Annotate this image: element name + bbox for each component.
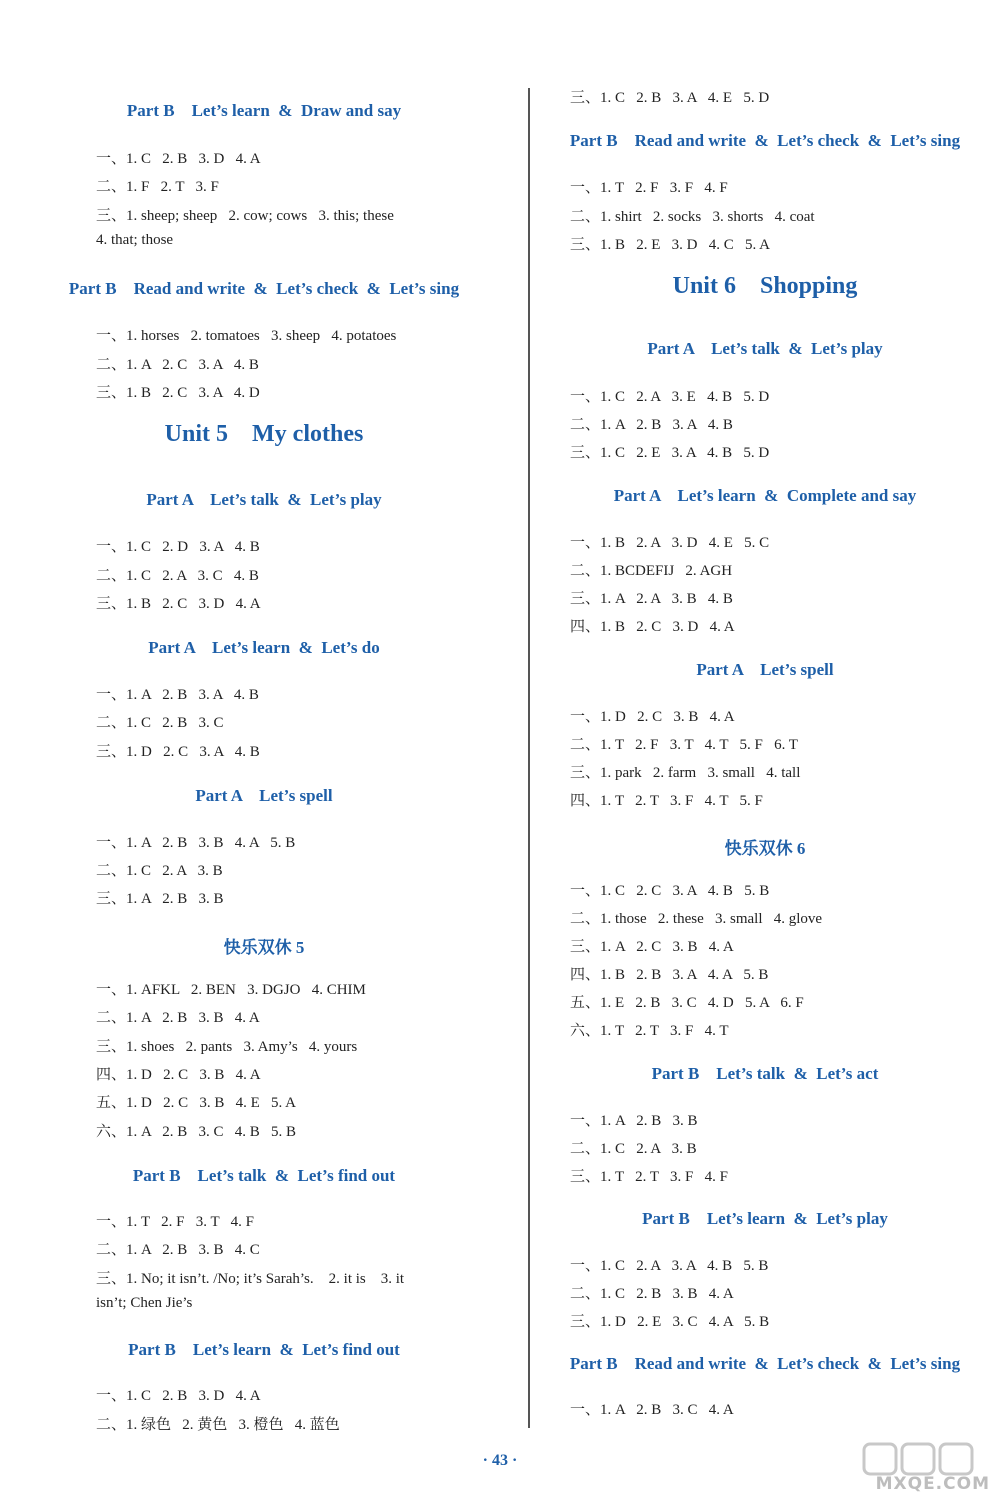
answer-line: 二、1. C 2. A 3. B — [570, 1141, 697, 1157]
answer-line: 一、1. C 2. B 3. D 4. A — [96, 151, 261, 167]
answer-line: 二、1. 绿色 2. 黄色 3. 橙色 4. 蓝色 — [96, 1417, 340, 1433]
answer-line: 二、1. F 2. T 3. F — [96, 179, 219, 195]
answer-line: 一、1. AFKL 2. BEN 3. DGJO 4. CHIM — [96, 982, 366, 998]
answer-line: 一、1. horses 2. tomatoes 3. sheep 4. potatoes — [96, 328, 397, 344]
unit-title: Unit 5 My clothes — [164, 421, 364, 447]
section-heading: Part A Let’s spell — [696, 660, 834, 679]
answer-line: 三、1. T 2. T 3. F 4. F — [570, 1169, 728, 1185]
answer-line: 一、1. C 2. A 3. A 4. B 5. B — [570, 1258, 769, 1274]
section-heading: Part B Let’s learn & Let’s play — [642, 1209, 888, 1228]
answer-line: 一、1. D 2. C 3. B 4. A — [570, 709, 735, 725]
answer-line: 一、1. C 2. C 3. A 4. B 5. B — [570, 883, 770, 899]
answer-line: 二、1. C 2. A 3. B — [96, 863, 223, 879]
answer-line: 三、1. D 2. C 3. A 4. B — [96, 744, 260, 760]
answer-line: 三、1. park 2. farm 3. small 4. tall — [570, 765, 801, 781]
answer-line: 五、1. E 2. B 3. C 4. D 5. A 6. F — [570, 995, 804, 1011]
answer-line: 二、1. BCDEFIJ 2. AGH — [570, 563, 733, 579]
answer-line: isn’t; Chen Jie’s — [96, 1295, 193, 1311]
unit-title: Unit 6 Shopping — [672, 273, 858, 299]
answer-line: 二、1. C 2. A 3. C 4. B — [96, 568, 259, 584]
answer-line: 二、1. A 2. C 3. A 4. B — [96, 357, 259, 373]
answer-line: 一、1. A 2. B 3. C 4. A — [570, 1402, 734, 1418]
answer-line: 二、1. T 2. F 3. T 4. T 5. F 6. T — [570, 737, 798, 753]
answer-line: 五、1. D 2. C 3. B 4. E 5. A — [96, 1095, 297, 1111]
section-heading: 快乐双休 5 — [223, 938, 305, 957]
answer-line: 一、1. A 2. B 3. B 4. A 5. B — [96, 835, 296, 851]
answer-line: 二、1. shirt 2. socks 3. shorts 4. coat — [570, 209, 815, 225]
answer-line: 三、1. A 2. C 3. B 4. A — [570, 939, 734, 955]
answer-line: 四、1. T 2. T 3. F 4. T 5. F — [570, 793, 763, 809]
answer-line: 二、1. A 2. B 3. B 4. C — [96, 1242, 260, 1258]
section-heading: Part B Read and write & Let’s check & Let’s sing — [569, 131, 961, 150]
answer-line: 一、1. T 2. F 3. F 4. F — [570, 180, 728, 196]
section-heading: Part A Let’s spell — [195, 786, 333, 805]
page-number: · 43 · — [482, 1452, 518, 1469]
answer-line: 三、1. B 2. C 3. A 4. D — [96, 385, 260, 401]
watermark-text: MXQE.COM — [875, 1474, 990, 1494]
answer-line: 二、1. A 2. B 3. B 4. A — [96, 1010, 260, 1026]
section-heading: Part B Read and write & Let’s check & Let’s sing — [569, 1354, 961, 1373]
answer-line: 三、1. C 2. B 3. A 4. E 5. D — [570, 90, 770, 106]
answer-line: 四、1. D 2. C 3. B 4. A — [96, 1067, 261, 1083]
answer-line: 四、1. B 2. C 3. D 4. A — [570, 619, 735, 635]
section-heading: Part B Let’s learn & Draw and say — [126, 101, 402, 120]
section-heading: 快乐双休 6 — [724, 839, 806, 858]
answer-line: 三、1. No; it isn’t. /No; it’s Sarah’s. 2. it is 3. it — [96, 1271, 405, 1287]
answer-line: 三、1. B 2. C 3. D 4. A — [96, 596, 261, 612]
answer-line: 一、1. C 2. B 3. D 4. A — [96, 1388, 261, 1404]
section-heading: Part B Read and write & Let’s check & Let’s sing — [68, 279, 460, 298]
section-heading: Part A Let’s learn & Let’s do — [148, 638, 380, 657]
answer-line: 六、1. A 2. B 3. C 4. B 5. B — [96, 1124, 297, 1140]
answer-line: 一、1. C 2. D 3. A 4. B — [96, 539, 260, 555]
section-heading: Part A Let’s talk & Let’s play — [647, 339, 883, 358]
answer-line: 二、1. C 2. B 3. B 4. A — [570, 1286, 734, 1302]
section-heading: Part B Let’s talk & Let’s act — [651, 1064, 879, 1083]
answer-line: 4. that; those — [96, 232, 174, 248]
answer-line: 一、1. T 2. F 3. T 4. F — [96, 1214, 254, 1230]
answer-line: 三、1. A 2. A 3. B 4. B — [570, 591, 733, 607]
answer-line: 二、1. C 2. B 3. C — [96, 715, 224, 731]
answer-line: 四、1. B 2. B 3. A 4. A 5. B — [570, 967, 769, 983]
answer-line: 三、1. B 2. E 3. D 4. C 5. A — [570, 237, 771, 253]
answer-line: 三、1. sheep; sheep 2. cow; cows 3. this; these — [96, 208, 394, 224]
answer-line: 六、1. T 2. T 3. F 4. T — [570, 1023, 729, 1039]
answer-line: 一、1. C 2. A 3. E 4. B 5. D — [570, 389, 770, 405]
answer-line: 二、1. those 2. these 3. small 4. glove — [570, 911, 823, 927]
answer-line: 三、1. D 2. E 3. C 4. A 5. B — [570, 1314, 770, 1330]
answer-line: 一、1. A 2. B 3. B — [570, 1113, 698, 1129]
answer-line: 三、1. C 2. E 3. A 4. B 5. D — [570, 445, 770, 461]
section-heading: Part A Let’s learn & Complete and say — [613, 486, 917, 505]
answer-line: 一、1. A 2. B 3. A 4. B — [96, 687, 259, 703]
answer-line: 一、1. B 2. A 3. D 4. E 5. C — [570, 535, 770, 551]
answer-line: 二、1. A 2. B 3. A 4. B — [570, 417, 733, 433]
section-heading: Part A Let’s talk & Let’s play — [146, 490, 382, 509]
answer-line: 三、1. shoes 2. pants 3. Amy’s 4. yours — [96, 1039, 358, 1055]
section-heading: Part B Let’s talk & Let’s find out — [132, 1166, 396, 1185]
answer-line: 三、1. A 2. B 3. B — [96, 891, 224, 907]
section-heading: Part B Let’s learn & Let’s find out — [128, 1340, 400, 1359]
